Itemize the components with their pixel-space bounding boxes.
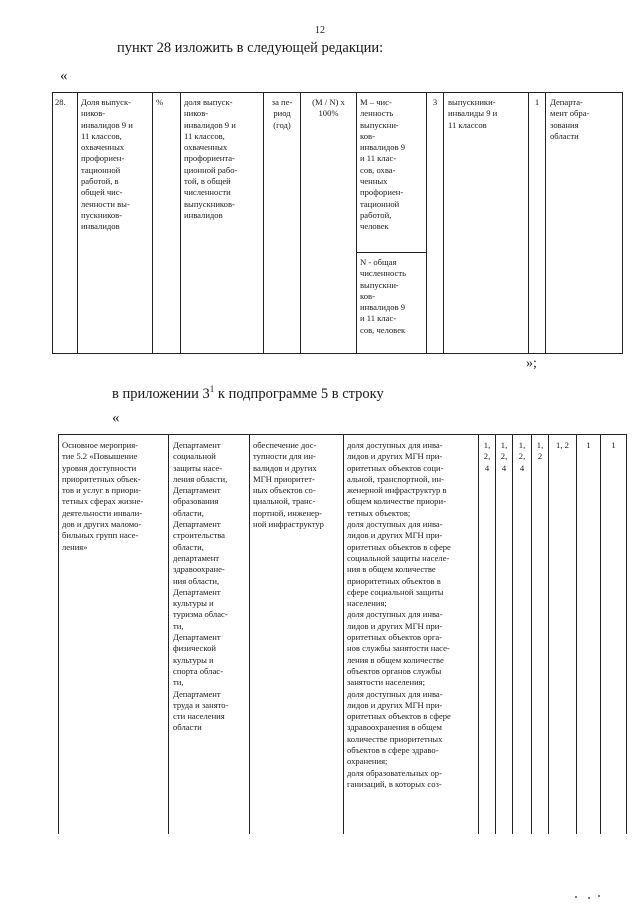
t1-definition: доля выпуск- ников- инвалидов 9 и 11 классов, охваченных профориента- ционной рабо- той, в общей численности выпускников- инвалидов (184, 97, 238, 220)
t1-number: 28. (55, 97, 66, 107)
t2-col-1: 1, 2, 4 (483, 440, 491, 473)
t2-col-7: 1 (611, 440, 616, 450)
t1-unit: % (156, 97, 164, 107)
t1-indicator-name: Доля выпуск- ников- инвалидов 9 и 11 классов, охваченных профориен- тационной работой, в общей чис- ленности вы- пускников- инвалидов (81, 97, 133, 232)
t1-code-m: 3 (432, 97, 438, 107)
t1-period: за пе- риод (год) (271, 97, 293, 130)
t1-variable-n: N - общая численность выпускни- ков- инвалидов 9 и 11 клас- сов, человек (360, 257, 407, 335)
t1-variable-m: M – чис- ленность выпускни- ков- инвалидов 9 и 11 клас- сов, охва- ченных профориен- тационной работой, человек (360, 97, 406, 232)
heading2-text-before: в приложении 3 (112, 385, 210, 402)
t2-executors: Департамент социальной защиты насе- ления области, Департамент образования области, Департамент строительства области, департамент здравоохране- ния области, Департамент культуры и туризма облас- ти, Департамент физической культуры и спорта облас- ти, Департамент труда и занято- сти населения области (173, 440, 229, 733)
t2-col-5: 1, 2 (556, 440, 569, 450)
t1-responsible: Департа- мент обра- зования области (550, 97, 590, 141)
t1-code-m2: 1 (534, 97, 540, 107)
t1-formula: (M / N) х 100% (312, 97, 345, 119)
t2-event: Основное мероприя- тие 5.2 «Повышение уровня доступности приоритетных объек- тов и услуг в приори- тетных сферах жизне- деятельности инвали- дов и других маломо- бильных групп насе- ления» (62, 440, 144, 552)
t2-indicators: доля доступных для инва- лидов и других МГН при- оритетных объектов соци- альной, транспортной, ин- женерной инфраструктур в общем количестве приори- тетных объектов; доля доступных для инва- лидов и других МГН при- оритетных объектов в сфере социальной защиты населе- ния в общем количестве приоритетных объектов в сфере социальной защиты населения; доля доступных для инва- лидов и других МГН при- оритетных объектов орга- нов службы занятости насе- ления в общем количестве объектов органов службы занятости населения; доля доступных для инва- лидов и других МГН при- оритетных объектов в сфере здравоохранения в общем количестве приоритетных объектов в сфере здраво- охранения; доля образовательных ор- ганизаций, в которых соз- (347, 440, 451, 789)
close-quote-1: »; (526, 356, 537, 371)
heading-point-28: пункт 28 изложить в следующей редакции: (117, 40, 384, 56)
t2-goal: обеспечение дос- тупности для ин- валидов и других МГН приоритет- ных объектов со- циальной, транс- портной, инженер- ной инфраструктур (253, 440, 324, 530)
t2-col-3: 1, 2, 4 (518, 440, 526, 473)
t2-col-4: 1, 2 (536, 440, 544, 462)
heading-appendix-3-1 (112, 384, 384, 403)
open-quote-2: « (112, 410, 120, 426)
heading2-text-after: к подпрограмме 5 в строку (214, 385, 384, 402)
t1-source-m: выпускники- инвалиды 9 и 11 классов (448, 97, 498, 130)
page-number: 12 (315, 25, 325, 36)
t2-col-6: 1 (586, 440, 591, 450)
heading2-superscript: 1 (209, 384, 215, 394)
open-quote-1: « (60, 68, 68, 84)
t2-col-2: 1, 2, 4 (500, 440, 508, 473)
